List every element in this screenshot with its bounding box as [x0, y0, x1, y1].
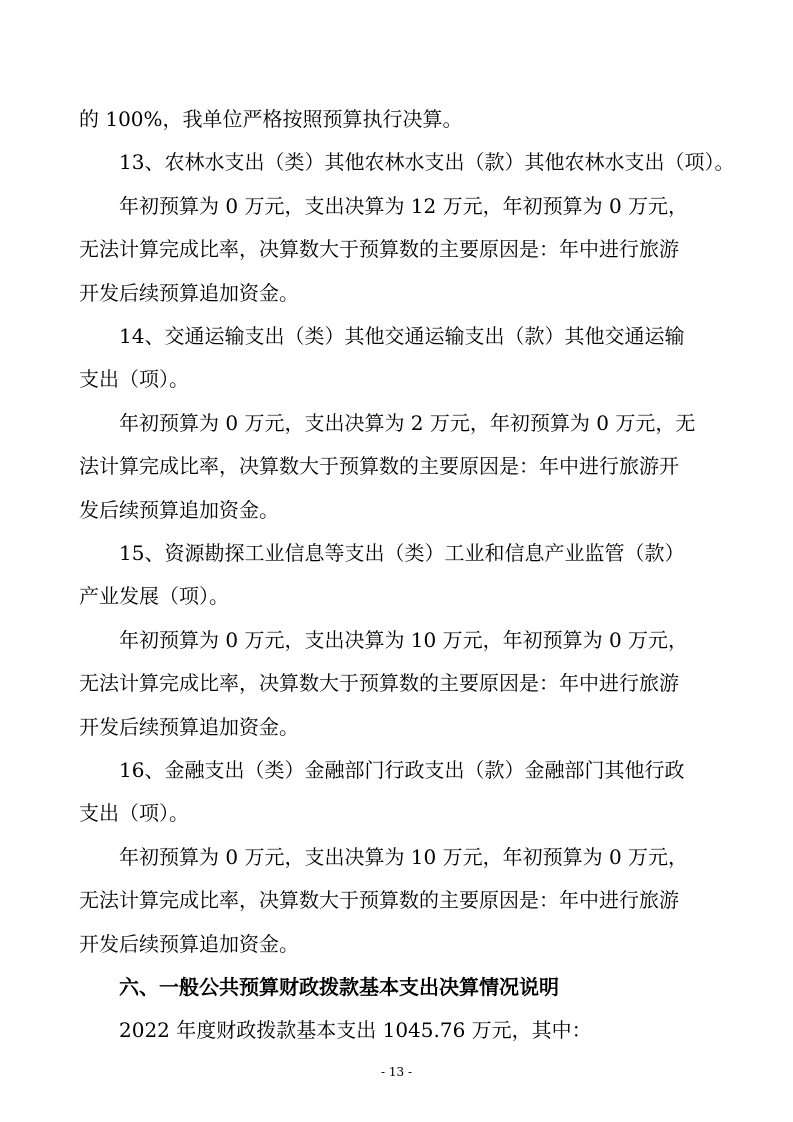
paragraph-line: 无法计算完成比率，决算数大于预算数的主要原因是：年中进行旅游 [79, 237, 679, 261]
paragraph-line: 年初预算为 0 万元，支出决算为 2 万元，年初预算为 0 万元，无 [119, 411, 696, 435]
paragraph-line: 法计算完成比率，决算数大于预算数的主要原因是：年中进行旅游开 [79, 454, 679, 478]
paragraph-line: 开发后续预算追加资金。 [79, 932, 299, 956]
item-15-heading: 15、资源勘探工业信息等支出（类）工业和信息产业监管（款） [119, 541, 685, 565]
item-16-heading: 16、金融支出（类）金融部门行政支出（款）金融部门其他行政 [119, 758, 685, 782]
paragraph-line: 年初预算为 0 万元，支出决算为 10 万元，年初预算为 0 万元， [119, 628, 689, 652]
paragraph-line: 发后续预算追加资金。 [79, 498, 279, 522]
paragraph-line: 开发后续预算追加资金。 [79, 281, 299, 305]
item-13-heading: 13、农林水支出（类）其他农林水支出（款）其他农林水支出（项）。 [119, 150, 735, 174]
paragraph-line: 开发后续预算追加资金。 [79, 715, 299, 739]
paragraph-line: 年初预算为 0 万元，支出决算为 12 万元，年初预算为 0 万元， [119, 194, 689, 218]
paragraph-line: 无法计算完成比率，决算数大于预算数的主要原因是：年中进行旅游 [79, 888, 679, 912]
paragraph-line: 产业发展（项）。 [79, 584, 229, 608]
item-14-heading: 14、交通运输支出（类）其他交通运输支出（款）其他交通运输 [119, 324, 685, 348]
paragraph-line: 无法计算完成比率，决算数大于预算数的主要原因是：年中进行旅游 [79, 671, 679, 695]
closing-line: 2022 年度财政拨款基本支出 1045.76 万元，其中： [119, 1018, 592, 1042]
section-heading: 六、一般公共预算财政拨款基本支出决算情况说明 [119, 975, 559, 999]
paragraph-line: 年初预算为 0 万元，支出决算为 10 万元，年初预算为 0 万元， [119, 845, 689, 869]
paragraph-line: 支出（项）。 [79, 367, 189, 391]
page-number: - 13 - [380, 1065, 412, 1079]
paragraph-line: 的 100%，我单位严格按照预算执行决算。 [79, 107, 463, 131]
paragraph-line: 支出（项）。 [79, 801, 189, 825]
